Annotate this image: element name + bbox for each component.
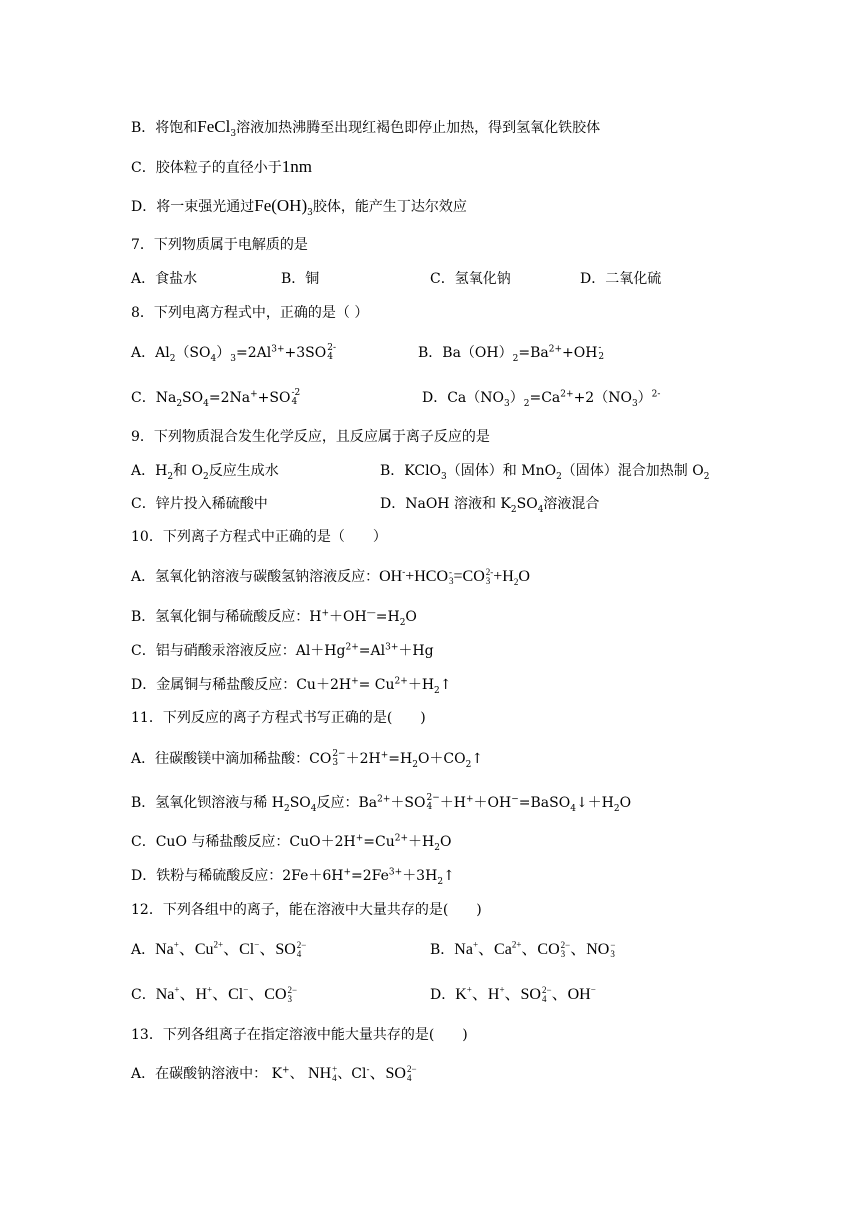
q11-option-d: D．铁粉与稀硫酸反应：$2Fe+6H^+=2Fe^{3+}+3H_2↑$ [131, 867, 455, 887]
q8-option-a: A．$Al_2(SO_4)_3=2Al^{3+}+3SO$ 2- 4 [131, 343, 336, 364]
q9-option-b: B．KClO$_3$（固体）和 MnO$_2$（固体）混合加热制 $O_2$ [380, 463, 710, 482]
option-d-tyndall: D．将一束强光通过$Fe(OH)_3$胶体，能产生丁达尔效应 [131, 196, 467, 218]
q10-option-b: B．氢氧化铜与稀硫酸反应：$H^++OH^—=H_2O$ [131, 608, 417, 628]
q9-option-a: A．$H_2$和 $O_2$反应生成水 [131, 463, 279, 482]
question-9-stem: 9．下列物质混合发生化学反应，且反应属于离子反应的是 [131, 429, 490, 445]
q12-option-d: D．K+、H+、SO 2− 4 、OH− [430, 984, 596, 1005]
q12-option-b: B．Na+、$Ca^{2+}$、CO 2− 3 、NO − 3 [430, 939, 616, 960]
q9-option-d: D．NaOH 溶液和 $K_2SO_4$溶液混合 [380, 496, 600, 515]
q13-option-a: A．在碳酸钠溶液中： K+、 NH + 4 、Cl-、SO 2− 4 [131, 1064, 417, 1084]
question-8-stem: 8．下列电离方程式中，正确的是（ ） [131, 305, 369, 321]
q10-option-c: C．铝与硝酸汞溶液反应：$Al+Hg^{2+}=Al^{3+}+Hg$ [131, 642, 434, 659]
q11-option-b: B．氢氧化钡溶液与稀 $H_2SO_4$反应：$Ba^{2+}+SO$ 2− 4 $+H^++OH^-=BaSO_4↓+H_2O$ [131, 793, 632, 814]
q11-option-c: C．CuO 与稀盐酸反应：$CuO+2H^+=Cu^{2+}+H_2O$ [131, 833, 452, 853]
option-b-fecl3: B．将饱和FeCl$_3$溶液加热沸腾至出现红褐色即停止加热，得到氢氧化铁胶体 [131, 117, 601, 139]
q11-option-a: A．往碳酸镁中滴加稀盐酸：CO 2− 3 $+2H^+=H_2O+CO_2↑$ [131, 749, 484, 770]
question-11-stem: 11．下列反应的离子方程式书写正确的是( ) [131, 710, 426, 726]
question-13-stem: 13．下列各组离子在指定溶液中能大量共存的是( ) [131, 1027, 468, 1043]
q7-option-d: D．二氧化硫 [580, 271, 662, 287]
question-12-stem: 12．下列各组中的离子，能在溶液中大量共存的是( ) [131, 902, 482, 918]
q10-option-a: A．氢氧化钠溶液与碳酸氢钠溶液反应：OH-+HCO - 3 =CO 2- 3 $+H_2O$ [131, 566, 530, 588]
q9-option-c: C．锌片投入稀硫酸中 [131, 496, 268, 512]
q10-option-d: D．金属铜与稀盐酸反应：$Cu+2H^+= Cu^{2+}+H_2↑$ [131, 676, 452, 696]
q8-option-b: B．$Ba(OH)_2=Ba^{2+}+OH$ - 2 [418, 343, 605, 364]
q8-option-d: D．$Ca(NO_3)_2=Ca^{2+}+2(NO_3)^{2-}$ [422, 389, 661, 409]
question-10-stem: 10．下列离子方程式中正确的是（ ） [131, 529, 387, 545]
q7-option-b: B．铜 [281, 271, 320, 287]
q7-option-a: A．食盐水 [131, 271, 198, 287]
option-c-colloid-size: C．胶体粒子的直径小于1nm [131, 157, 312, 176]
q8-option-c: C．$Na_2SO_4=2Na^++SO$ -2 4 [131, 388, 301, 409]
q12-option-c: C．Na+、H+、Cl−、CO 2− 3 [131, 984, 298, 1005]
q12-option-a: A．Na+、$Cu^{2+}$、Cl−、SO 2− 4 [131, 939, 307, 960]
q7-option-c: C．氢氧化钠 [430, 271, 511, 287]
question-7-stem: 7．下列物质属于电解质的是 [131, 237, 308, 253]
